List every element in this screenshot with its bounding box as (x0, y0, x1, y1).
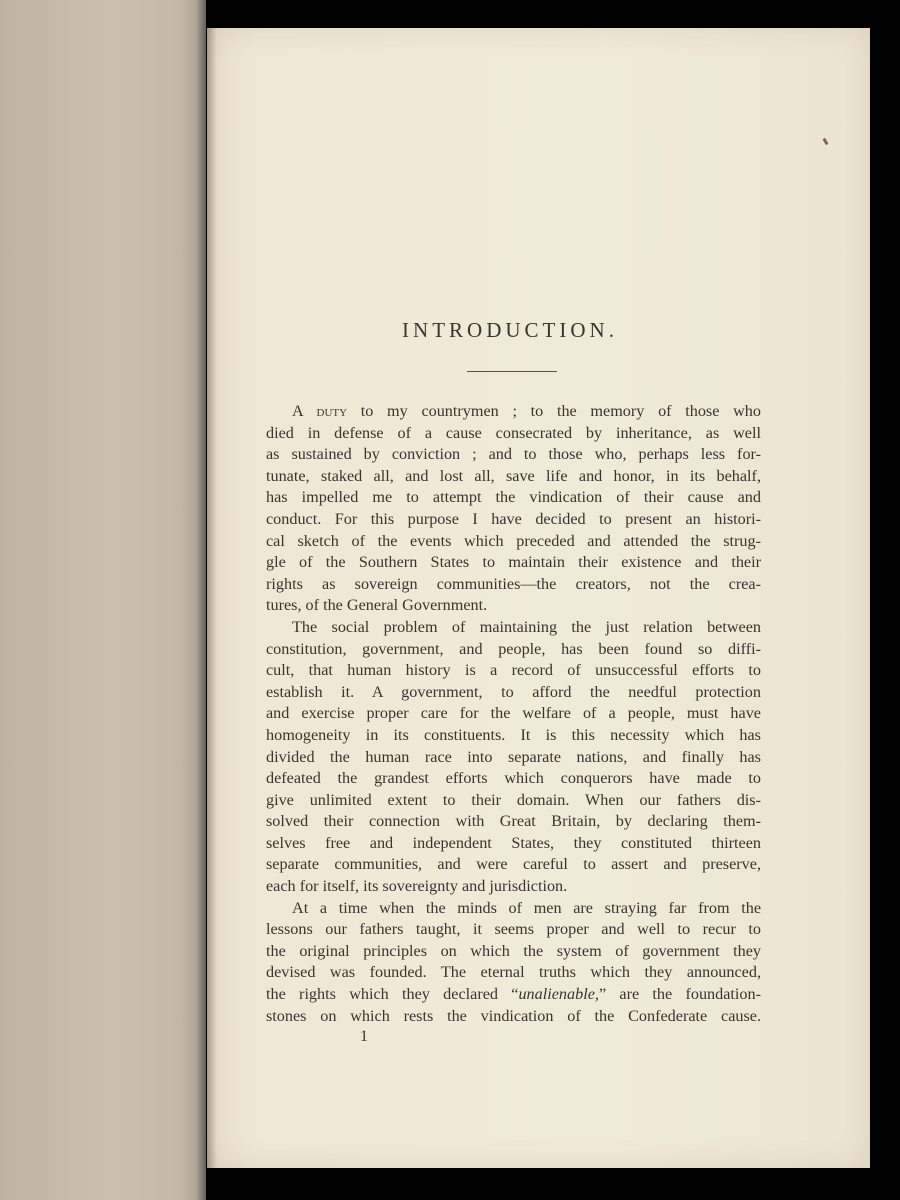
text-line: homogeneity in its constituents. It is this necessity which has (266, 725, 761, 744)
text-line: divided the human race into separate nations, and finally has (266, 747, 761, 766)
text-line: devised was founded. The eternal truths which they announced, (266, 963, 761, 982)
text-line: as sustained by conviction ; and to those who, perhaps less for- (266, 445, 761, 464)
text-line: cult, that human history is a record of unsuccessful efforts to (266, 661, 761, 680)
page-edge-shadow (207, 28, 217, 1168)
paragraph-3 (266, 898, 761, 1028)
text-line: cal sketch of the events which preceded and attended the strug- (266, 531, 761, 550)
text-line: tunate, staked all, and lost all, save life and honor, in its behalf, (266, 466, 761, 485)
text-line: gle of the Southern States to maintain their existence and their (266, 553, 761, 572)
text-line: died in defense of a cause consecrated by inheritance, as well (266, 423, 761, 442)
text-line: stones on which rests the vindication of the Confederate cause. (266, 1006, 761, 1025)
title-rule (467, 371, 557, 372)
text-line-fragment: ” are the foundation- (598, 985, 762, 1004)
page-number: 1 (360, 1028, 368, 1045)
page-title: INTRODUCTION. (402, 318, 618, 342)
text-line-fragment: the rights which they declared “ (266, 985, 519, 1004)
paragraph-1 (266, 401, 761, 617)
body-text (266, 401, 761, 1027)
italic-word: unalienable, (518, 985, 599, 1004)
text-line: and exercise proper care for the welfare of a people, must have (266, 704, 761, 723)
text-line: has impelled me to attempt the vindication of their cause and (266, 488, 761, 507)
text-line: solved their connection with Great Britain, by declaring them- (266, 812, 761, 831)
text-line (266, 984, 761, 1006)
text-line-fragment: to my countrymen ; to the memory of those who (347, 402, 761, 420)
paragraph-2 (266, 617, 761, 898)
text-line: constitution, government, and people, has been found so diffi- (266, 639, 761, 658)
lead-word: A (292, 402, 317, 420)
text-line: tures, of the General Government. (266, 596, 488, 615)
text-line: conduct. For this purpose I have decided to present an histori- (266, 509, 761, 528)
lead-smallcaps: duty (316, 402, 348, 420)
text-line: The social problem of maintaining the just relation between (292, 617, 761, 636)
text-line: give unlimited extent to their domain. When our fathers dis- (266, 790, 761, 809)
text-line (266, 401, 761, 423)
text-line: defeated the grandest efforts which conquerors have made to (266, 769, 761, 788)
text-line: separate communities, and were careful to assert and preserve, (266, 855, 761, 874)
text-line: At a time when the minds of men are straying far from the (292, 898, 761, 917)
text-line: rights as sovereign communities—the creators, not the crea- (266, 574, 761, 593)
text-line: the original principles on which the system of government they (266, 941, 761, 960)
left-page (0, 0, 206, 1200)
text-line: each for itself, its sovereignty and jurisdiction. (266, 877, 568, 896)
text-line: selves free and independent States, they constituted thirteen (266, 833, 761, 852)
text-line: establish it. A government, to afford the needful protection (266, 682, 761, 701)
text-line: lessons our fathers taught, it seems proper and well to recur to (266, 920, 761, 939)
